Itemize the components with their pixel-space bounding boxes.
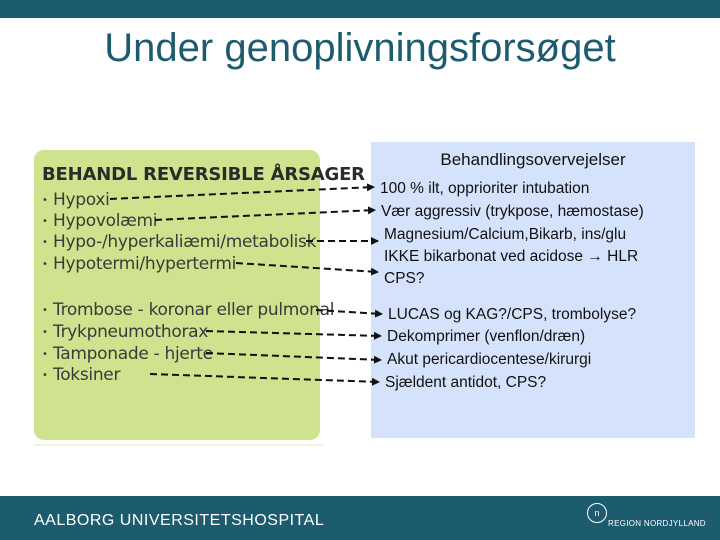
cause-label: Hypoxi — [53, 190, 110, 210]
bullet-icon: • — [42, 304, 48, 316]
arrow-toksiner — [150, 374, 379, 382]
region-logo-icon: n — [587, 503, 607, 523]
bullet-icon: • — [42, 236, 48, 248]
consideration-item: IKKE bikarbonat ved acidose → HLR — [384, 248, 639, 265]
consideration-item: Vær aggressiv (trykpose, hæmostase) — [381, 203, 644, 220]
cause-label: Toksiner — [53, 365, 121, 385]
consideration-item: Dekomprimer (venflon/dræn) — [387, 328, 586, 345]
region-name: REGION NORDJYLLAND — [608, 519, 706, 528]
bullet-icon: • — [42, 194, 48, 206]
bullet-icon: • — [42, 258, 48, 270]
cause-label: Trykpneumothorax — [53, 322, 209, 342]
arrow-trykpneumothorax — [206, 331, 381, 336]
hospital-name: AALBORG UNIVERSITETSHOSPITAL — [34, 512, 325, 529]
bullet-icon: • — [42, 348, 48, 360]
reversible-causes-heading: BEHANDL REVERSIBLE ÅRSAGER — [42, 164, 365, 185]
cause-label: Hypovolæmi — [53, 211, 158, 231]
arrow-trombose — [316, 310, 382, 314]
consideration-item: Akut pericardiocentese/kirurgi — [387, 351, 592, 368]
arrow-hypoxi — [110, 187, 374, 199]
consideration-item: Sjældent antidot, CPS? — [385, 374, 547, 391]
consideration-item: CPS? — [384, 270, 425, 287]
bullet-icon: • — [42, 326, 48, 338]
cause-label: Hypotermi/hypertermi — [53, 254, 237, 274]
arrow-hypotermi — [236, 263, 378, 272]
cause-label: Tamponade - hjerte — [53, 344, 213, 364]
slide-title: Under genoplivningsforsøget — [104, 26, 616, 70]
cause-label: Trombose - koronar eller pulmonal — [53, 300, 335, 320]
consideration-item: 100 % ilt, opprioriter intubation — [380, 180, 590, 197]
bullet-icon: • — [42, 369, 48, 381]
consideration-item: LUCAS og KAG?/CPS, trombolyse? — [388, 306, 637, 323]
arrow-tamponade — [206, 353, 381, 360]
arrow-hypovolaemi — [155, 210, 375, 220]
cause-label: Hypo-/hyperkaliæmi/metabolisk — [53, 232, 317, 252]
bullet-icon: • — [42, 215, 48, 227]
considerations-heading: Behandlingsovervejelser — [440, 150, 626, 169]
consideration-item: Magnesium/Calcium,Bikarb, ins/glu — [384, 226, 627, 243]
